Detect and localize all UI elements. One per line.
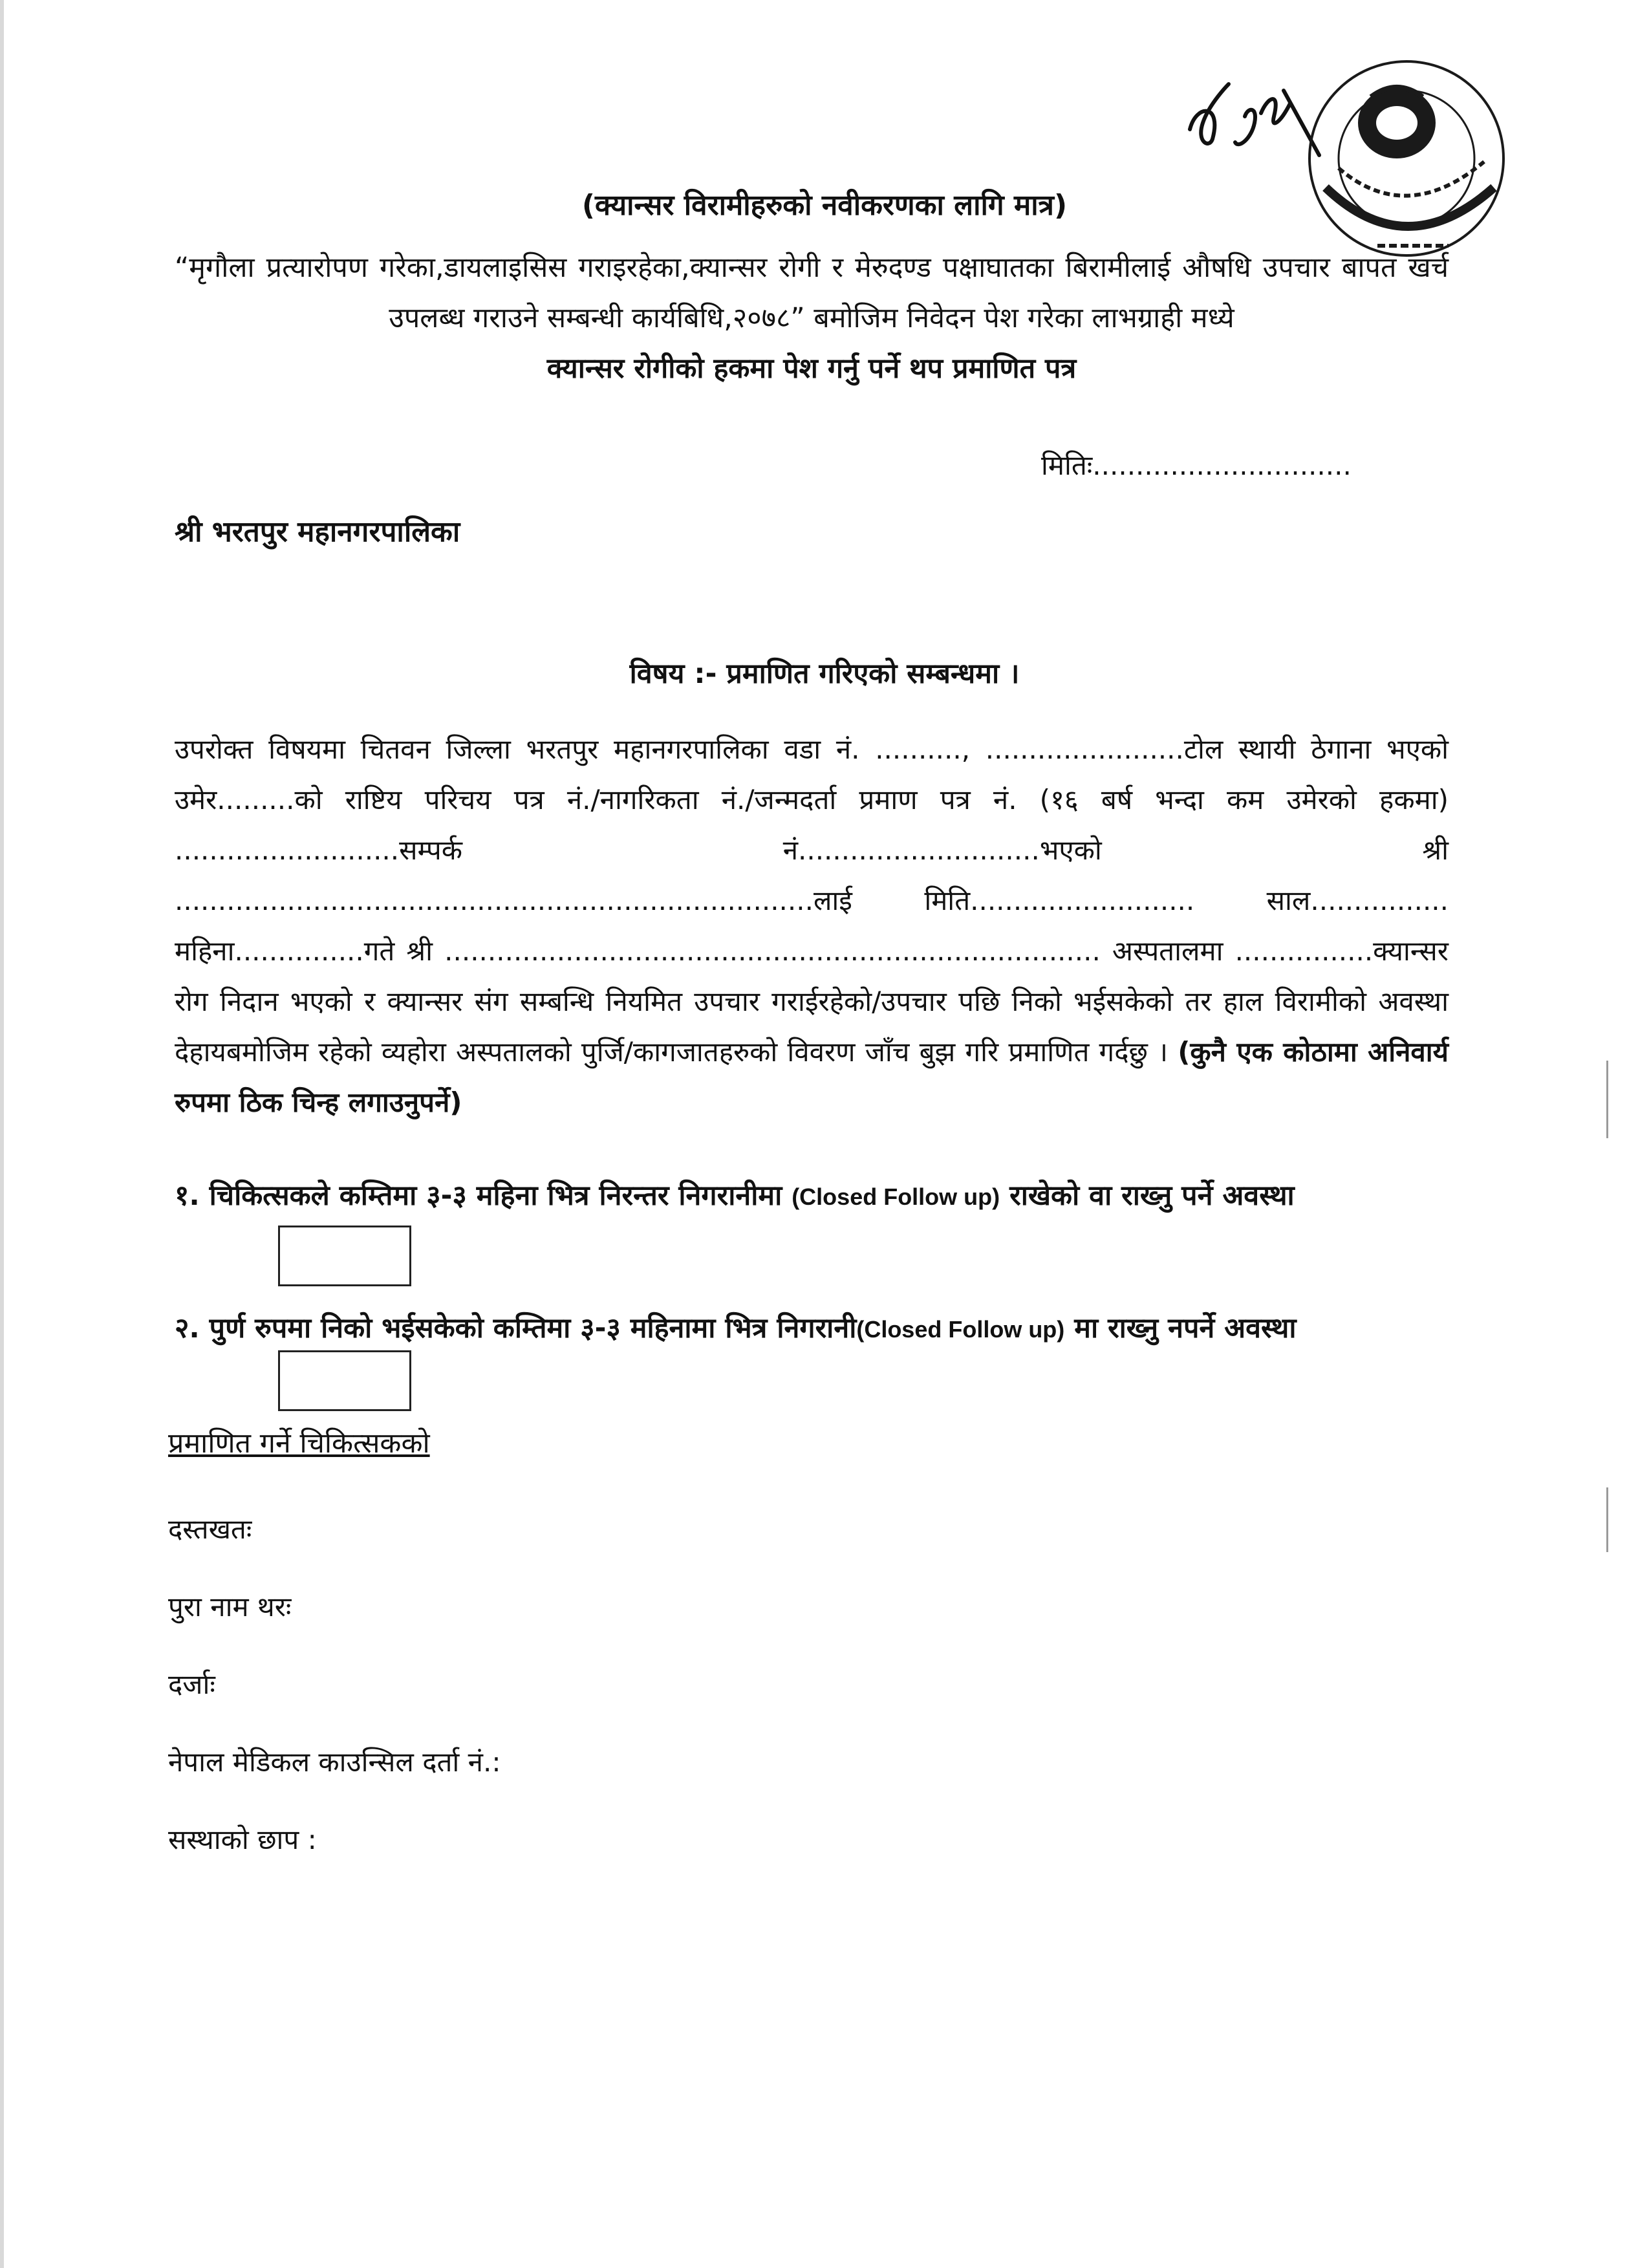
option-2-text: २. पुर्ण रुपमा निको भईसकेको कम्तिमा ३-३ महिनामा भित्र निगरानी bbox=[175, 1312, 857, 1345]
option-item-2 bbox=[175, 1303, 1449, 1355]
certifier-heading: प्रमाणित गर्ने चिकित्सकको bbox=[168, 1427, 430, 1460]
body-text: उपरोक्त विषयमा चितवन जिल्ला भरतपुर महानगरपालिका वडा नं. .........., .......................टोल स्थायी ठेगाना भएको उमेर.........को राष्टिय परिचय पत्र नं./नागरिकता नं./जन्मदर्ता प्रमाण पत्र नं. (१६ बर्ष भन्दा कम उमेरको हकमा) ..........................सम्पर्क नं............................भएको श्री ..........................................................................लाई मिति.......................... साल................ महिना...............गते श्री ............................................................................ अस्पतालमा ................क्यान्सर रोग निदान भएको र क्यान्सर संग सम्बन्धि नियमित उपचार गराईरहेको/उपचार पछि निको भईसकेको तर हाल विरामीको अवस्था देहायबमोजिम रहेको व्यहोरा अस्पतालको पुर्जि/कागजातहरुको विवरण जाँच बुझ गरि प्रमाणित गर्दछु । bbox=[175, 733, 1449, 1068]
scan-margin-mark bbox=[1606, 1487, 1608, 1552]
municipality-stamp bbox=[1300, 52, 1513, 265]
option-2-tail: मा राख्नु नपर्ने अवस्था bbox=[1064, 1312, 1297, 1345]
option-item-1 bbox=[175, 1171, 1449, 1222]
option-1-text: १. चिकित्सकले कम्तिमा ३-३ महिना भित्र निरन्तर निगरानीमा bbox=[175, 1180, 792, 1212]
option-2-english: (Closed Follow up) bbox=[856, 1316, 1065, 1343]
title-subline: क्यान्सर रोगीको हकमा पेश गर्नु पर्ने थप प्रमाणित पत्र bbox=[546, 352, 1077, 385]
document-title bbox=[175, 243, 1449, 394]
subject-line: विषय :- प्रमाणित गरिएको सम्बन्धमा । bbox=[629, 658, 1020, 690]
option-1-tail: राखेको वा राख्नु पर्ने अवस्था bbox=[1000, 1180, 1295, 1212]
signature-field-label: दस्तखतः bbox=[168, 1513, 252, 1545]
header-note: (क्यान्सर विरामीहरुको नवीकरणका लागि मात्र) bbox=[581, 189, 1068, 222]
title-line: “मृगौला प्रत्यारोपण गरेका,डायलाइसिस गराइरहेका,क्यान्सर रोगी र मेरुदण्ड पक्षाघातका बिरामीलाई औषधि उपचार बापत खर्च उपलब्ध गराउने सम्बन्धी कार्यबिधि,२०७८” बमोजिम निवेदन पेश गरेका लाभग्राही मध्ये bbox=[175, 252, 1449, 334]
option-1-checkbox[interactable] bbox=[278, 1226, 411, 1286]
option-1-english: (Closed Follow up) bbox=[792, 1183, 1000, 1210]
option-2-checkbox[interactable] bbox=[278, 1350, 411, 1411]
full-name-field-label: पुरा नाम थरः bbox=[168, 1591, 292, 1623]
scan-left-edge bbox=[0, 0, 4, 2268]
nmc-number-field-label: नेपाल मेडिकल काउन्सिल दर्ता नं.: bbox=[168, 1746, 501, 1778]
rank-field-label: दर्जाः bbox=[168, 1669, 215, 1700]
date-field: मितिः.............................. bbox=[1041, 449, 1352, 481]
scan-margin-mark bbox=[1606, 1061, 1608, 1138]
seal-field-label: सस्थाको छाप : bbox=[168, 1824, 317, 1855]
body-note: (कुनै एक कोठामा अनिवार्य रुपमा ठिक चिन्ह लगाउनुपर्ने) bbox=[175, 1036, 1449, 1118]
body-paragraph bbox=[175, 724, 1449, 1128]
addressee: श्री भरतपुर महानगरपालिका bbox=[175, 515, 460, 548]
